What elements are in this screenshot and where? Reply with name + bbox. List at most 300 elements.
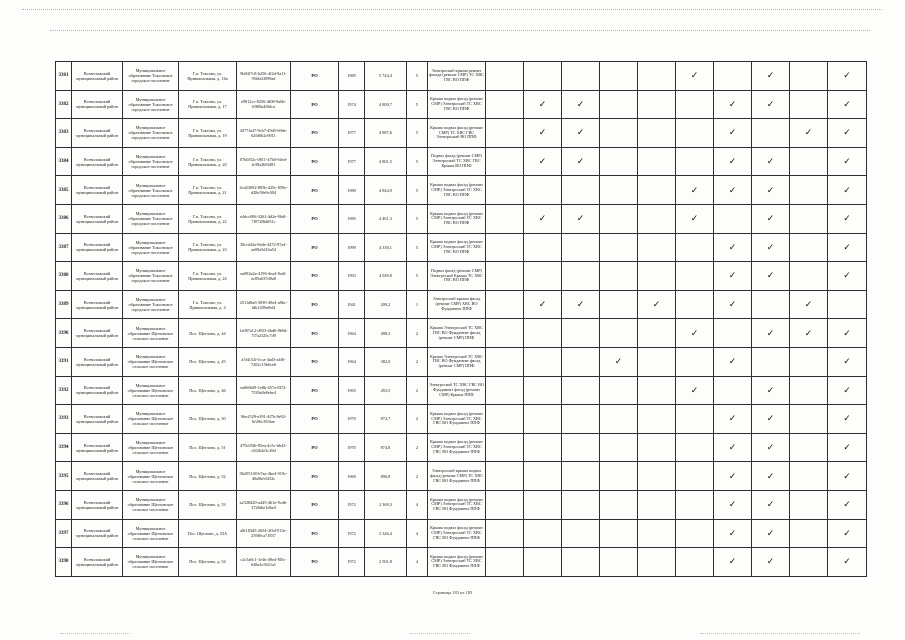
settlement-cell: Муниципальное образование Токсовское городское поселение [123, 119, 179, 148]
district-cell: Всеволожский муниципальный район [72, 233, 123, 262]
work-checkmark-cell [638, 176, 676, 205]
area-cell: 4 844,9 [365, 176, 407, 205]
floors-cell: 2 [407, 405, 428, 434]
district-cell: Всеволожский муниципальный район [72, 176, 123, 205]
build-year-cell: 1977 [339, 147, 365, 176]
work-checkmark-cell [562, 376, 600, 405]
area-cell: 4 949,8 [365, 262, 407, 291]
floors-cell: 5 [407, 176, 428, 205]
build-year-cell: 1964 [339, 347, 365, 376]
fund-type-cell: РО [291, 262, 339, 291]
work-checkmark-cell: ✓ [714, 290, 752, 319]
work-checkmark-cell: ✓ [562, 290, 600, 319]
row-number: 3394 [56, 433, 72, 462]
work-checkmark-cell [676, 290, 714, 319]
works-list-cell: Крыша подвал фасад (ремонт СМР) ТС ХВС ГВС Электроснаб ВО ППФ [428, 119, 486, 148]
repair-register-table [55, 61, 867, 577]
floors-cell: 2 [407, 347, 428, 376]
floors-cell: 5 [407, 262, 428, 291]
work-checkmark-cell: ✓ [676, 376, 714, 405]
register-rows [56, 62, 867, 577]
work-checkmark-cell: ✓ [828, 119, 867, 148]
floors-cell: 2 [407, 319, 428, 348]
fund-type-cell: РО [291, 347, 339, 376]
work-checkmark-cell [486, 290, 524, 319]
house-code-cell: a2328420-a445-461e-9cdb-3726fbe1dbe4 [237, 490, 291, 519]
settlement-cell: Муниципальное образование Щегловское сельское поселение [123, 405, 179, 434]
work-checkmark-cell [714, 204, 752, 233]
work-checkmark-cell: ✓ [828, 376, 867, 405]
work-checkmark-cell [486, 433, 524, 462]
works-list-cell: Крыша подвал фасад (ремонт СМР) Электроснаб ТС ХВС ГВС ВО Фундамент ППФ [428, 490, 486, 519]
table-row [56, 376, 867, 405]
work-checkmark-cell [524, 462, 562, 491]
work-checkmark-cell: ✓ [752, 519, 790, 548]
work-checkmark-cell: ✓ [828, 462, 867, 491]
work-checkmark-cell [600, 548, 638, 577]
district-cell: Всеволожский муниципальный район [72, 405, 123, 434]
work-checkmark-cell [790, 347, 828, 376]
works-list-cell: Крыша подвал фасад (ремонт СМР) Электроснаб ТС ХВС ГВС ВО ППФ [428, 233, 486, 262]
works-list-cell: Крыша подвал фасад (ремонт СМР) Электроснаб ТС ХВС ГВС ВО ППФ [428, 204, 486, 233]
settlement-cell: Муниципальное образование Щегловское сельское поселение [123, 548, 179, 577]
address-cell: Пос. Щеглово, д. 51 [179, 433, 237, 462]
work-checkmark-cell: ✓ [676, 62, 714, 91]
work-checkmark-cell: ✓ [676, 319, 714, 348]
work-checkmark-cell [828, 290, 867, 319]
work-checkmark-cell [638, 490, 676, 519]
work-checkmark-cell: ✓ [752, 376, 790, 405]
address-cell: Г.п. Токсово, ул. Привокзальная, д. 17 [179, 90, 237, 119]
work-checkmark-cell [524, 176, 562, 205]
table-row [56, 119, 867, 148]
floors-cell: 4 [407, 490, 428, 519]
table-row [56, 290, 867, 319]
house-code-cell: e9812cc-8256-4f08-9a6b-f0f08a4f0dca [237, 90, 291, 119]
work-checkmark-cell [486, 147, 524, 176]
work-checkmark-cell [562, 262, 600, 291]
row-number: 3381 [56, 62, 72, 91]
work-checkmark-cell: ✓ [714, 90, 752, 119]
area-cell: 4 801,5 [365, 147, 407, 176]
build-year-cell: 1970 [339, 405, 365, 434]
house-code-cell: 4cd23692-885b-429c-859e-d28e58e9c004 [237, 176, 291, 205]
work-checkmark-cell [600, 433, 638, 462]
row-number: 3396 [56, 490, 72, 519]
district-cell: Всеволожский муниципальный район [72, 62, 123, 91]
work-checkmark-cell [638, 319, 676, 348]
work-checkmark-cell [600, 204, 638, 233]
bottom-mark [700, 633, 860, 634]
row-number: 3391 [56, 347, 72, 376]
address-cell: Пос. Щеглово, д. 53А [179, 519, 237, 548]
work-checkmark-cell [676, 90, 714, 119]
work-checkmark-cell [600, 519, 638, 548]
work-checkmark-cell: ✓ [790, 119, 828, 148]
table-row [56, 490, 867, 519]
works-list-cell: Электроснаб крыша ремонт фасада (ремонт СМР) ТС ХВС ГВС ВО ППФ [428, 62, 486, 91]
works-list-cell: Крыша подвал фасад (ремонт СМР) Электроснаб ТС ХВС ГВС ВО ППФ [428, 176, 486, 205]
work-checkmark-cell: ✓ [562, 119, 600, 148]
district-cell: Всеволожский муниципальный район [72, 119, 123, 148]
work-checkmark-cell: ✓ [676, 204, 714, 233]
work-checkmark-cell [524, 405, 562, 434]
address-cell: Г.п. Токсово, ул. Привокзальная, д. 21 [179, 176, 237, 205]
house-code-cell: 9fecf529-e391-4f7b-8e92-6f2f6c393fae [237, 405, 291, 434]
work-checkmark-cell [562, 176, 600, 205]
works-list-cell: Подвал фасад (ремонт СМР) Электроснаб Крыша ТС ХВС ГВС ВО ППФ [428, 262, 486, 291]
settlement-cell: Муниципальное образование Токсовское городское поселение [123, 62, 179, 91]
table-row [56, 433, 867, 462]
build-year-cell: 1974 [339, 90, 365, 119]
work-checkmark-cell [790, 233, 828, 262]
work-checkmark-cell [638, 262, 676, 291]
work-checkmark-cell: ✓ [828, 262, 867, 291]
settlement-cell: Муниципальное образование Щегловское сельское поселение [123, 347, 179, 376]
settlement-cell: Муниципальное образование Щегловское сельское поселение [123, 319, 179, 348]
floors-cell: 4 [407, 519, 428, 548]
work-checkmark-cell: ✓ [828, 548, 867, 577]
work-checkmark-cell: ✓ [524, 147, 562, 176]
work-checkmark-cell: ✓ [752, 233, 790, 262]
work-checkmark-cell [790, 490, 828, 519]
fund-type-cell: РО [291, 433, 339, 462]
area-cell: 2 346,4 [365, 519, 407, 548]
fund-type-cell: РО [291, 290, 339, 319]
work-checkmark-cell [486, 62, 524, 91]
settlement-cell: Муниципальное образование Токсовское городское поселение [123, 233, 179, 262]
settlement-cell: Муниципальное образование Токсовское городское поселение [123, 147, 179, 176]
work-checkmark-cell [638, 233, 676, 262]
work-checkmark-cell [676, 519, 714, 548]
address-cell: Г.п. Токсово, ул. Привокзальная, д. 24 [179, 262, 237, 291]
work-checkmark-cell [790, 548, 828, 577]
work-checkmark-cell [790, 405, 828, 434]
work-checkmark-cell [486, 405, 524, 434]
page-footer: Страница 183 из 183 [432, 590, 473, 595]
address-cell: Г.п. Токсово, ул. Привокзальная, д. 23 [179, 233, 237, 262]
work-checkmark-cell [486, 462, 524, 491]
work-checkmark-cell: ✓ [638, 290, 676, 319]
work-checkmark-cell [790, 519, 828, 548]
floors-cell: 5 [407, 62, 428, 91]
work-checkmark-cell: ✓ [828, 204, 867, 233]
work-checkmark-cell: ✓ [752, 490, 790, 519]
house-code-cell: 1a087a12-d923-4bd6-8b9d-7f7a2325c7d9 [237, 319, 291, 348]
row-number: 3388 [56, 262, 72, 291]
work-checkmark-cell: ✓ [562, 147, 600, 176]
work-checkmark-cell [524, 548, 562, 577]
floors-cell: 4 [407, 548, 428, 577]
district-cell: Всеволожский муниципальный район [72, 490, 123, 519]
work-checkmark-cell [676, 462, 714, 491]
house-code-cell: 9b84f7c8-b256-4f2d-9a11-95fde2f099ad [237, 62, 291, 91]
work-checkmark-cell [524, 376, 562, 405]
district-cell: Всеволожский муниципальный район [72, 262, 123, 291]
row-number: 3392 [56, 376, 72, 405]
work-checkmark-cell [790, 433, 828, 462]
settlement-cell: Муниципальное образование Щегловское сельское поселение [123, 519, 179, 548]
district-cell: Всеволожский муниципальный район [72, 548, 123, 577]
settlement-cell: Муниципальное образование Токсовское городское поселение [123, 262, 179, 291]
table-row [56, 548, 867, 577]
house-code-cell: a5f4c52f-fcca-4ad3-a4f6-7202c15b6ce6 [237, 347, 291, 376]
work-checkmark-cell [562, 433, 600, 462]
address-cell: Г.п. Токсово, ул. Привокзальная, д. 22 [179, 204, 237, 233]
house-code-cell: 07b0f52c-0811-47b0-94ed-fe39a2b9f481 [237, 147, 291, 176]
works-list-cell: Электроснаб ТС ХВС ГВС ВО Фундамент фасад (ремонт СМР) Крыша ППФ [428, 376, 486, 405]
work-checkmark-cell [524, 433, 562, 462]
work-checkmark-cell: ✓ [752, 90, 790, 119]
build-year-cell: 1999 [339, 233, 365, 262]
fund-type-cell: РО [291, 147, 339, 176]
work-checkmark-cell [790, 262, 828, 291]
row-number: 3383 [56, 119, 72, 148]
table-row [56, 519, 867, 548]
work-checkmark-cell [486, 233, 524, 262]
house-code-cell: a0f183d5-2654-4f3d-913e-259f0ca71837 [237, 519, 291, 548]
address-cell: Г.п. Токсово, ул. Привокзальная, д. 4 [179, 290, 237, 319]
house-code-cell: 2077fa47-9cb7-49d5-b9de-626f0b2c9011 [237, 119, 291, 148]
table-row [56, 176, 867, 205]
work-checkmark-cell: ✓ [714, 548, 752, 577]
work-checkmark-cell: ✓ [562, 204, 600, 233]
fund-type-cell: РО [291, 204, 339, 233]
work-checkmark-cell: ✓ [752, 462, 790, 491]
work-checkmark-cell [790, 147, 828, 176]
district-cell: Всеволожский муниципальный район [72, 90, 123, 119]
build-year-cell: 1985 [339, 62, 365, 91]
floors-cell: 5 [407, 90, 428, 119]
area-cell: 4 330,1 [365, 233, 407, 262]
address-cell: Пос. Щеглово, д. 46 [179, 376, 237, 405]
floors-cell: 2 [407, 376, 428, 405]
work-checkmark-cell: ✓ [752, 147, 790, 176]
fund-type-cell: РО [291, 90, 339, 119]
house-code-cell: e4dcc006-3262-4d2e-96df-7f0728b6f51c [237, 204, 291, 233]
work-checkmark-cell: ✓ [562, 90, 600, 119]
area-cell: 209,2 [365, 290, 407, 319]
work-checkmark-cell [562, 548, 600, 577]
work-checkmark-cell [600, 462, 638, 491]
work-checkmark-cell: ✓ [714, 433, 752, 462]
work-checkmark-cell [752, 290, 790, 319]
settlement-cell: Муниципальное образование Токсовское городское поселение [123, 204, 179, 233]
fund-type-cell: РО [291, 62, 339, 91]
work-checkmark-cell [790, 462, 828, 491]
works-list-cell: Крыша подвал фасад (ремонт СМР) Электроснаб ТС ХВС ГВС ВО ППФ [428, 90, 486, 119]
district-cell: Всеволожский муниципальный район [72, 519, 123, 548]
settlement-cell: Муниципальное образование Токсовское городское поселение [123, 290, 179, 319]
build-year-cell: 1964 [339, 319, 365, 348]
work-checkmark-cell [600, 233, 638, 262]
work-checkmark-cell [486, 262, 524, 291]
work-checkmark-cell: ✓ [752, 262, 790, 291]
work-checkmark-cell [790, 204, 828, 233]
row-number: 3395 [56, 462, 72, 491]
work-checkmark-cell [524, 62, 562, 91]
floors-cell: 1 [407, 290, 428, 319]
address-cell: Г.п. Токсово, ул. Привокзальная, д. 19 [179, 119, 237, 148]
build-year-cell: 1972 [339, 519, 365, 548]
work-checkmark-cell [562, 405, 600, 434]
work-checkmark-cell: ✓ [828, 433, 867, 462]
work-checkmark-cell [562, 462, 600, 491]
area-cell: 2 369,3 [365, 490, 407, 519]
work-checkmark-cell [638, 519, 676, 548]
area-cell: 2 501,8 [365, 548, 407, 577]
work-checkmark-cell [638, 405, 676, 434]
fund-type-cell: РО [291, 548, 339, 577]
work-checkmark-cell: ✓ [524, 90, 562, 119]
work-checkmark-cell [486, 90, 524, 119]
fund-type-cell: РО [291, 405, 339, 434]
settlement-cell: Муниципальное образование Щегловское сельское поселение [123, 376, 179, 405]
row-number: 3390 [56, 319, 72, 348]
table-row [56, 204, 867, 233]
work-checkmark-cell [676, 433, 714, 462]
work-checkmark-cell [790, 62, 828, 91]
row-number: 3398 [56, 548, 72, 577]
work-checkmark-cell: ✓ [714, 347, 752, 376]
work-checkmark-cell: ✓ [714, 519, 752, 548]
work-checkmark-cell [524, 262, 562, 291]
address-cell: Пос. Щеглово, д. 44 [179, 319, 237, 348]
work-checkmark-cell: ✓ [714, 176, 752, 205]
work-checkmark-cell [524, 233, 562, 262]
work-checkmark-cell [638, 119, 676, 148]
page-header-rule [50, 30, 870, 31]
district-cell: Всеволожский муниципальный район [72, 319, 123, 348]
work-checkmark-cell: ✓ [828, 62, 867, 91]
build-year-cell: 1993 [339, 262, 365, 291]
work-checkmark-cell: ✓ [752, 62, 790, 91]
row-number: 3397 [56, 519, 72, 548]
floors-cell: 5 [407, 119, 428, 148]
fund-type-cell: РО [291, 376, 339, 405]
work-checkmark-cell [714, 319, 752, 348]
bottom-mark [410, 633, 470, 634]
settlement-cell: Муниципальное образование Токсовское городское поселение [123, 90, 179, 119]
fund-type-cell: РО [291, 462, 339, 491]
work-checkmark-cell [562, 347, 600, 376]
row-number: 3389 [56, 290, 72, 319]
work-checkmark-cell: ✓ [790, 290, 828, 319]
work-checkmark-cell [714, 376, 752, 405]
house-code-cell: 0b205148-b7aa-4be4-919c-40a9bfc6f32c [237, 462, 291, 491]
address-cell: Пос. Щеглово, д. 50 [179, 405, 237, 434]
page-top-rule [22, 9, 882, 10]
area-cell: 874,8 [365, 433, 407, 462]
work-checkmark-cell [676, 147, 714, 176]
row-number: 3386 [56, 204, 72, 233]
settlement-cell: Муниципальное образование Токсовское городское поселение [123, 176, 179, 205]
district-cell: Всеволожский муниципальный район [72, 204, 123, 233]
house-code-cell: ea082a2a-4196-4ea4-8a4f-ac85a637d9a8 [237, 262, 291, 291]
floors-cell: 5 [407, 204, 428, 233]
fund-type-cell: РО [291, 176, 339, 205]
work-checkmark-cell [638, 433, 676, 462]
work-checkmark-cell: ✓ [676, 176, 714, 205]
district-cell: Всеволожский муниципальный район [72, 376, 123, 405]
floors-cell: 2 [407, 433, 428, 462]
district-cell: Всеволожский муниципальный район [72, 462, 123, 491]
work-checkmark-cell: ✓ [752, 176, 790, 205]
build-year-cell: 1977 [339, 119, 365, 148]
build-year-cell: 1969 [339, 462, 365, 491]
build-year-cell: 1970 [339, 433, 365, 462]
works-list-cell: Крыша Электроснаб ТС ХВС ГВС ВО Фундамент фасад (ремонт СМР) ППФ [428, 319, 486, 348]
area-cell: 382,0 [365, 347, 407, 376]
work-checkmark-cell [638, 90, 676, 119]
work-checkmark-cell [752, 119, 790, 148]
table-row [56, 347, 867, 376]
table-row [56, 233, 867, 262]
work-checkmark-cell: ✓ [828, 347, 867, 376]
works-list-cell: Подвал фасад (ремонт СМР) Электроснаб ТС ХВС ГВС Крыша ВО ППФ [428, 147, 486, 176]
row-number: 3384 [56, 147, 72, 176]
address-cell: Пос. Щеглово, д. 53 [179, 490, 237, 519]
settlement-cell: Муниципальное образование Щегловское сельское поселение [123, 462, 179, 491]
work-checkmark-cell: ✓ [600, 347, 638, 376]
area-cell: 4 461,3 [365, 204, 407, 233]
work-checkmark-cell [486, 204, 524, 233]
work-checkmark-cell [676, 262, 714, 291]
work-checkmark-cell: ✓ [752, 548, 790, 577]
work-checkmark-cell: ✓ [714, 405, 752, 434]
fund-type-cell: РО [291, 233, 339, 262]
build-year-cell: 1972 [339, 490, 365, 519]
work-checkmark-cell [600, 262, 638, 291]
floors-cell: 2 [407, 462, 428, 491]
work-checkmark-cell: ✓ [752, 433, 790, 462]
house-code-cell: 2511d8a6-3839-49e4-a8bc-fdb1209a9ef4 [237, 290, 291, 319]
works-list-cell: Крыша подвал фасад (ремонт СМР) Электроснаб ТС ХВС ГВС ВО Фундамент ППФ [428, 519, 486, 548]
bottom-mark [60, 633, 130, 634]
table-row [56, 90, 867, 119]
build-year-cell: 1980 [339, 176, 365, 205]
work-checkmark-cell [524, 490, 562, 519]
work-checkmark-cell [600, 376, 638, 405]
work-checkmark-cell: ✓ [828, 319, 867, 348]
address-cell: Пос. Щеглово, д. 52 [179, 462, 237, 491]
works-list-cell: Электроснаб крыша фасад (ремонт СМР) ХВС ВО Фундамент ППФ [428, 290, 486, 319]
works-list-cell: Электроснаб крыша подвал фасад (ремонт СМР) ТС ХВС ГВС ВО Фундамент ППФ [428, 462, 486, 491]
house-code-cell: c2c5a8c1-1e3b-49e4-8f5c-648a4c5621a1 [237, 548, 291, 577]
works-list-cell: Крыша подвал фасад (ремонт СМР) Электроснаб ТС ХВС ГВС ВО Фундамент ППФ [428, 548, 486, 577]
work-checkmark-cell [638, 462, 676, 491]
area-cell: 872,7 [365, 405, 407, 434]
work-checkmark-cell [600, 90, 638, 119]
area-cell: 4 800,7 [365, 90, 407, 119]
work-checkmark-cell [562, 62, 600, 91]
work-checkmark-cell [638, 347, 676, 376]
address-cell: Г.п. Токсово, ул. Привокзальная, д. 16а [179, 62, 237, 91]
work-checkmark-cell: ✓ [828, 405, 867, 434]
area-cell: 453,5 [365, 376, 407, 405]
row-number: 3382 [56, 90, 72, 119]
table-row [56, 319, 867, 348]
fund-type-cell: РО [291, 119, 339, 148]
work-checkmark-cell: ✓ [752, 319, 790, 348]
work-checkmark-cell: ✓ [752, 405, 790, 434]
work-checkmark-cell [486, 548, 524, 577]
work-checkmark-cell: ✓ [714, 462, 752, 491]
fund-type-cell: РО [291, 519, 339, 548]
work-checkmark-cell [486, 376, 524, 405]
work-checkmark-cell [676, 548, 714, 577]
floors-cell: 5 [407, 233, 428, 262]
